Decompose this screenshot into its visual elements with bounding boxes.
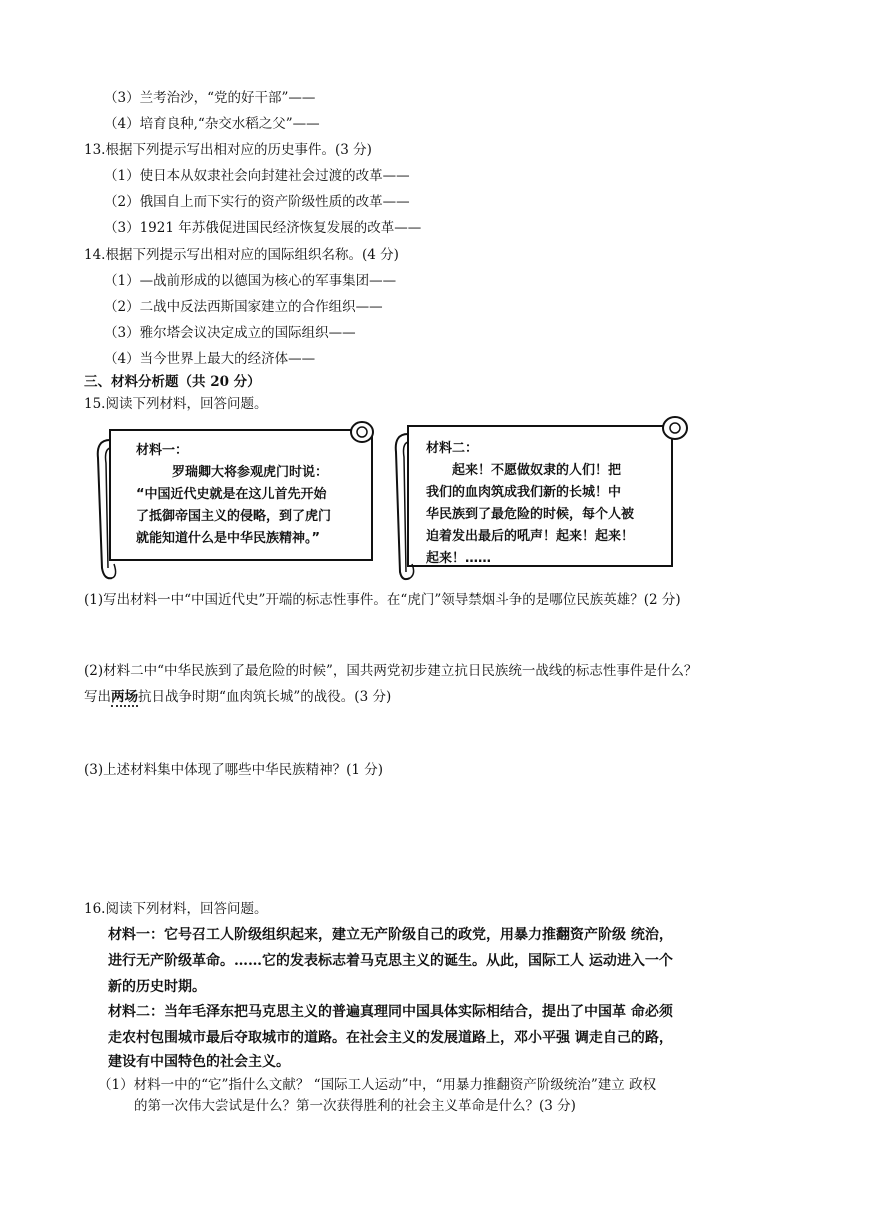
q12-item-3: （3）兰考治沙，“党的好干部”—— xyxy=(104,90,316,106)
material-2-line-1: 起来！不愿做奴隶的人们！把 xyxy=(452,463,622,478)
material-2-line-4: 迫着发出最后的吼声！起来！起来！ xyxy=(426,529,635,544)
q15-question-2-line-1: (2)材料二中“中华民族到了最危险的时候”，国共两党初步建立抗日民族统一战线的标志性事件是什么？ xyxy=(84,663,698,679)
material-1-line-4: 就能知道什么是中华民族精神。” xyxy=(136,531,321,546)
q16-material-2-line-2: 走农村包围城市最后夺取城市的道路。在社会主义的发展道路上，邓小平强 调走自己的路， xyxy=(108,1030,673,1046)
q14-item-3: （3）雅尔塔会议决定成立的国际组织—— xyxy=(104,325,356,341)
q15-question-3: (3)上述材料集中体现了哪些中华民族精神？(1 分) xyxy=(84,762,384,778)
q14-item-4: （4）当今世界上最大的经济体—— xyxy=(104,351,316,367)
q16-material-2-line-3: 建设有中国特色的社会主义。 xyxy=(108,1054,290,1070)
q16-question-1-line-1: （1）材料一中的“它”指什么文献？ “国际工人运动”中，“用暴力推翻资产阶级统治”建立 政权 xyxy=(98,1077,657,1093)
q12-item-4: （4）培育良种,“杂交水稻之父”—— xyxy=(104,116,320,132)
q15-heading: 15.阅读下列材料，回答问题。 xyxy=(84,396,268,412)
q14-heading: 14.根据下列提示写出相对应的国际组织名称。(4 分) xyxy=(84,247,399,263)
material-1-title: 材料一： xyxy=(136,443,189,458)
q16-material-1-line-1: 材料一：它号召工人阶级组织起来，建立无产阶级自己的政党，用暴力推翻资产阶级 统治， xyxy=(108,927,673,943)
material-2-scroll xyxy=(390,412,690,584)
q16-question-1-line-2: 的第一次伟大尝试是什么？第一次获得胜利的社会主义革命是什么？(3 分) xyxy=(134,1098,576,1114)
q16-material-1-line-2: 进行无产阶级革命。……它的发表标志着马克思主义的诞生。从此，国际工人 运动进入一个 xyxy=(108,953,673,969)
material-2-line-2: 我们的血肉筑成我们新的长城！中 xyxy=(426,485,622,500)
q16-material-1-line-3: 新的历史时期。 xyxy=(108,979,206,995)
section-3-heading: 三、材料分析题（共 20 分） xyxy=(84,374,261,390)
material-1-line-3: 了抵御帝国主义的侵略，到了虎门 xyxy=(136,509,332,524)
q15-question-1: (1)写出材料一中“中国近代史”开端的标志性事件。在“虎门”领导禁烟斗争的是哪位民族英雄？(2 分) xyxy=(84,592,681,608)
material-2-line-3: 华民族到了最危险的时候，每个人被 xyxy=(426,507,635,522)
q13-item-2: （2）俄国自上而下实行的资产阶级性质的改革—— xyxy=(104,194,410,210)
material-2-title: 材料二： xyxy=(426,441,479,456)
material-1-line-2: “中国近代史就是在这儿首先开始 xyxy=(136,487,327,502)
q13-item-3: （3）1921 年苏俄促进国民经济恢复发展的改革—— xyxy=(104,220,422,236)
q16-material-2-line-1: 材料二：当年毛泽东把马克思主义的普遍真理同中国具体实际相结合，提出了中国革 命必须 xyxy=(108,1004,673,1020)
q15-question-2-line-2: 写出两场抗日战争时期“血肉筑长城”的战役。(3 分) xyxy=(84,689,392,705)
q14-item-2: （2）二战中反法西斯国家建立的合作组织—— xyxy=(104,299,383,315)
material-2-line-5: 起来！…… xyxy=(426,551,492,566)
q16-heading: 16.阅读下列材料，回答问题。 xyxy=(84,901,268,917)
material-1-scroll xyxy=(92,418,382,583)
q13-heading: 13.根据下列提示写出相对应的历史事件。(3 分) xyxy=(84,142,372,158)
material-1-line-1: 罗瑞卿大将参观虎门时说： xyxy=(172,465,329,480)
q13-item-1: （1）使日本从奴隶社会向封建社会过渡的改革—— xyxy=(104,168,410,184)
emphasis-two-battles: 两场 xyxy=(111,689,138,705)
q14-item-1: （1）—战前形成的以德国为核心的军事集团—— xyxy=(104,273,397,289)
